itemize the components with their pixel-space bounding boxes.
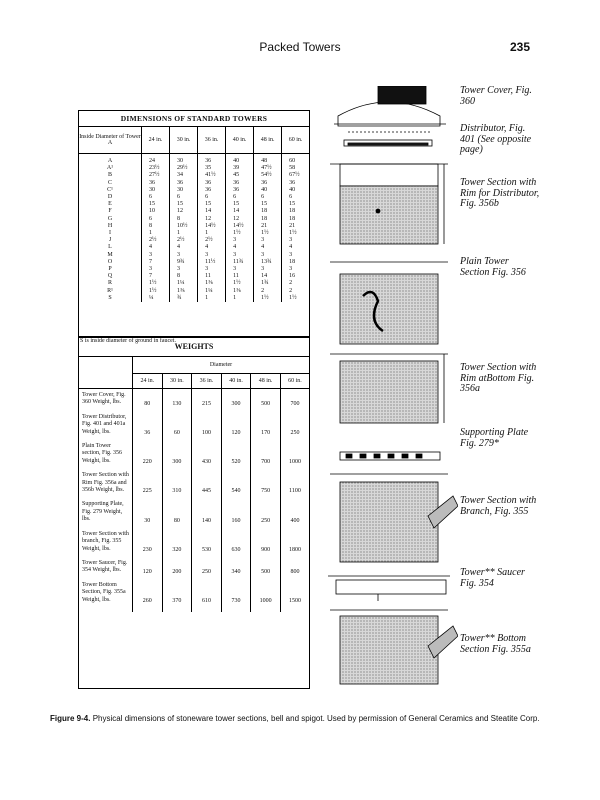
weight-cell: 750 <box>251 469 281 498</box>
tower-section-drawings <box>318 86 458 686</box>
dim-cell: 1¼ <box>198 288 226 295</box>
dim-cell: 14½ <box>226 223 254 230</box>
plain-tower-section-drawing <box>330 262 448 344</box>
dim-cell: 15 <box>198 201 226 208</box>
weight-cell: 340 <box>221 557 251 579</box>
dim-cell: 30 <box>170 187 198 194</box>
dim-cell: 14 <box>254 273 282 280</box>
dim-cell: 21 <box>289 222 296 229</box>
tower-section-rim-bottom-drawing <box>330 354 448 423</box>
dim-cell: 13¾ <box>254 259 282 266</box>
weight-cell: 630 <box>221 528 251 557</box>
dim-cell: 36 <box>198 187 226 194</box>
dim-cell: 15 <box>142 201 170 208</box>
dim-cell: 4 <box>226 244 254 251</box>
dim-cell: 40 <box>226 154 254 166</box>
dim-cell: 3 <box>226 266 254 273</box>
weight-row <box>79 440 309 469</box>
weights-corner-cell <box>79 357 133 389</box>
dim-cell: 18 <box>254 208 282 215</box>
tower-section-rim-drawing <box>330 164 448 244</box>
weight-row <box>79 389 309 411</box>
dim-cell: 18 <box>289 208 296 215</box>
dim-cell: 14 <box>198 208 226 215</box>
dim-cell: 8 <box>142 223 170 230</box>
dim-cell: 1 <box>142 230 170 237</box>
dim-row-label: C¹ <box>79 187 142 194</box>
dim-cell: 18 <box>254 216 282 223</box>
dim-cell: ¾ <box>170 295 198 302</box>
dim-cell: 15 <box>254 201 282 208</box>
dim-cell: 4 <box>254 244 282 251</box>
diameter-group-header: Diameter <box>133 357 310 374</box>
weight-cell: 250 <box>192 557 222 579</box>
weight-row-label: Tower Distributor, Fig. 401 and 401a Weight, lbs. <box>79 411 133 440</box>
dimensions-table-title: DIMENSIONS OF STANDARD TOWERS <box>79 111 309 127</box>
dim-cell: 40 <box>254 187 282 194</box>
dim-cell: 3 <box>289 251 293 258</box>
weight-cell: 80 <box>133 389 163 411</box>
dim-cell: 6 <box>142 216 170 223</box>
weight-cell: 700 <box>290 400 300 407</box>
dim-cell: 1½ <box>142 280 170 287</box>
dim-cell: 15 <box>289 201 296 208</box>
dim-col-header: 60 in. <box>282 127 309 154</box>
tower-cover-drawing <box>334 86 446 132</box>
dim-cell: 2½ <box>142 237 170 244</box>
dim-cell: 1 <box>198 230 226 237</box>
dim-cell: 2 <box>289 287 293 294</box>
caption-tower-bottom-section: Tower** Bottom Section Fig. 355a <box>460 633 531 655</box>
dim-cell: 4 <box>170 244 198 251</box>
dim-row-label: L <box>79 244 142 251</box>
dim-row-label: O <box>79 259 142 266</box>
dim-col-header: 48 in. <box>254 127 282 154</box>
running-header: Packed Towers <box>259 40 341 54</box>
wt-size-header: 40 in. <box>221 374 251 389</box>
figure-caption <box>50 714 570 723</box>
dim-row <box>79 259 309 266</box>
dim-cell: 6 <box>226 194 254 201</box>
dim-cell: 27½ <box>142 172 170 179</box>
weight-row-label: Tower Saucer, Fig. 354 Weight, lbs. <box>79 557 133 579</box>
dim-row-label: A <box>79 154 142 166</box>
dim-cell: 6 <box>198 194 226 201</box>
dim-row <box>79 288 309 295</box>
dim-cell: 11 <box>198 273 226 280</box>
weight-row-label: Tower Bottom Section, Fig. 355a Weight, lbs. <box>79 579 133 612</box>
dim-cell: 3 <box>170 266 198 273</box>
dimensions-footnote: S is inside diameter of ground in faucet. <box>80 338 176 344</box>
dim-row <box>79 216 309 223</box>
weight-cell: 60 <box>162 411 192 440</box>
wt-size-header: 36 in. <box>192 374 222 389</box>
dim-cell: 1⅜ <box>226 288 254 295</box>
page-number: 235 <box>509 40 530 54</box>
dim-cell: 4 <box>198 244 226 251</box>
tower-saucer-drawing <box>328 576 450 601</box>
dim-row-label: H <box>79 223 142 230</box>
dim-cell: 16 <box>289 273 296 280</box>
weights-table <box>78 337 310 689</box>
dim-cell: 9¾ <box>170 259 198 266</box>
dim-row <box>79 223 309 230</box>
weight-cell: 430 <box>192 440 222 469</box>
dim-cell: 11 <box>226 273 254 280</box>
dim-col-header: 24 in. <box>142 127 170 154</box>
weight-cell: 130 <box>162 389 192 411</box>
dim-cell: 1½ <box>289 294 297 301</box>
dim-row-label: D <box>79 194 142 201</box>
dim-row <box>79 266 309 273</box>
weight-row-label: Tower Section with Rim Fig. 356a and 356b Weight, lbs. <box>79 469 133 498</box>
dim-cell: 3 <box>226 237 254 244</box>
dimensions-grid <box>79 127 309 302</box>
weight-row-label: Tower Cover, Fig. 360 Weight, lbs. <box>79 389 133 411</box>
weight-cell: 140 <box>192 498 222 527</box>
weight-row <box>79 469 309 498</box>
dim-cell: 1 <box>170 230 198 237</box>
dim-row-label: F <box>79 208 142 215</box>
figure-caption-text: Physical dimensions of stoneware tower sections, bell and spigot. Used by permission of General Ceramics and Steatite Corp. <box>92 714 540 723</box>
caption-tower-section-rim-bottom: Tower Section with Rim atBottom Fig. 356a <box>460 362 537 394</box>
dim-cell: 18 <box>289 258 296 265</box>
caption-tower-saucer: Tower** Saucer Fig. 354 <box>460 567 525 589</box>
dim-cell: 40 <box>289 186 296 193</box>
dim-cell: 1½ <box>142 288 170 295</box>
dim-cell: 2 <box>289 280 293 287</box>
dimensions-table <box>78 110 310 337</box>
weight-row <box>79 579 309 612</box>
dim-cell: 3 <box>142 266 170 273</box>
weight-cell: 120 <box>133 557 163 579</box>
weights-grid <box>79 357 309 612</box>
weight-cell: 1000 <box>288 459 301 466</box>
dim-cell: 12 <box>170 208 198 215</box>
dim-cell: 48 <box>254 154 282 166</box>
dim-cell: 39 <box>226 165 254 172</box>
dim-cell: 36 <box>198 154 226 166</box>
dim-cell: 6 <box>254 194 282 201</box>
weight-cell: 215 <box>192 389 222 411</box>
weight-cell: 300 <box>162 440 192 469</box>
weight-cell: 500 <box>251 557 281 579</box>
dim-row-label: B <box>79 172 142 179</box>
dim-cell: 1¾ <box>254 280 282 287</box>
dim-cell: 36 <box>226 187 254 194</box>
dim-row <box>79 187 309 194</box>
dim-row-label: P <box>79 266 142 273</box>
dim-row <box>79 273 309 280</box>
dim-row <box>79 154 309 166</box>
dim-cell: 1⅜ <box>198 280 226 287</box>
wt-size-header: 30 in. <box>162 374 192 389</box>
dim-cell: 3 <box>289 266 293 273</box>
dim-row <box>79 180 309 187</box>
dim-cell: 3 <box>198 266 226 273</box>
caption-tower-cover: Tower Cover, Fig. 360 <box>460 85 532 107</box>
dim-row <box>79 252 309 259</box>
weight-cell: 730 <box>221 579 251 612</box>
dim-cell: 7 <box>142 259 170 266</box>
dim-cell: 3 <box>254 237 282 244</box>
dim-row-label: M <box>79 252 142 259</box>
dim-cell: 60 <box>289 158 296 164</box>
dim-cell: 1½ <box>254 295 282 302</box>
dim-cell: 2 <box>254 288 282 295</box>
caption-tower-section-branch: Tower Section with Branch, Fig. 355 <box>460 495 537 517</box>
weight-cell: 1500 <box>288 597 301 604</box>
weight-cell: 36 <box>133 411 163 440</box>
dim-cell: 18 <box>289 215 296 222</box>
dim-cell: ¼ <box>142 295 170 302</box>
dim-row <box>79 280 309 287</box>
weight-cell: 700 <box>251 440 281 469</box>
dim-col-header: Inside Diameter of Tower A <box>79 127 142 154</box>
dim-row <box>79 165 309 172</box>
dim-cell: 21 <box>254 223 282 230</box>
dim-cell: 23½ <box>142 165 170 172</box>
weight-cell: 310 <box>162 469 192 498</box>
caption-supporting-plate: Supporting Plate Fig. 279* <box>460 427 529 449</box>
dim-cell: 2½ <box>170 237 198 244</box>
dim-cell: 3 <box>226 252 254 259</box>
wt-size-header: 48 in. <box>251 374 281 389</box>
dim-cell: 6 <box>170 194 198 201</box>
weight-cell: 610 <box>192 579 222 612</box>
distributor-drawing <box>344 140 432 146</box>
dim-cell: 36 <box>142 180 170 187</box>
dim-cell: 15 <box>226 201 254 208</box>
dim-cell: 11¾ <box>226 259 254 266</box>
weight-cell: 80 <box>162 498 192 527</box>
dim-cell: 1½ <box>289 230 297 237</box>
dim-cell: 3 <box>289 237 293 244</box>
weight-cell: 300 <box>221 389 251 411</box>
dim-cell: 36 <box>226 180 254 187</box>
weight-cell: 320 <box>162 528 192 557</box>
weight-row-label: Plain Tower section, Fig. 356 Weight, lbs. <box>79 440 133 469</box>
dim-cell: 1½ <box>226 280 254 287</box>
dim-cell: 4 <box>142 244 170 251</box>
weight-cell: 200 <box>162 557 192 579</box>
dim-cell: 12 <box>226 216 254 223</box>
tower-section-branch-drawing <box>330 474 458 562</box>
dim-cell: 14½ <box>198 223 226 230</box>
dim-row <box>79 172 309 179</box>
weight-row <box>79 528 309 557</box>
dim-row <box>79 237 309 244</box>
dim-cell: 1½ <box>254 230 282 237</box>
figure-label: Figure 9-4. <box>50 714 91 723</box>
dim-cell: 7 <box>142 273 170 280</box>
dim-cell: 6 <box>289 194 293 201</box>
weight-cell: 30 <box>133 498 163 527</box>
tower-bottom-section-drawing <box>330 610 458 684</box>
dim-cell: 30 <box>170 154 198 166</box>
caption-distributor: Distributor, Fig. 401 (See opposite page) <box>460 123 532 155</box>
weight-cell: 1100 <box>289 488 301 495</box>
dim-cell: 10½ <box>170 223 198 230</box>
dim-col-header: 36 in. <box>198 127 226 154</box>
dim-row-label: G <box>79 216 142 223</box>
dim-col-header: 30 in. <box>170 127 198 154</box>
wt-size-header: 60 in. <box>280 374 309 389</box>
weight-cell: 400 <box>290 517 300 524</box>
weight-cell: 1000 <box>251 579 281 612</box>
dim-cell: 1 <box>198 295 226 302</box>
dim-row <box>79 295 309 302</box>
weight-cell: 225 <box>133 469 163 498</box>
dim-cell: 3 <box>142 252 170 259</box>
dim-cell: 41½ <box>198 172 226 179</box>
weight-cell: 170 <box>251 411 281 440</box>
weight-row <box>79 411 309 440</box>
weights-table-title: WEIGHTS <box>79 338 309 357</box>
dim-cell: 10 <box>142 208 170 215</box>
dim-row-label: R <box>79 280 142 287</box>
wt-size-header: 24 in. <box>133 374 163 389</box>
weight-cell: 520 <box>221 440 251 469</box>
dim-cell: 12 <box>198 216 226 223</box>
dim-row <box>79 194 309 201</box>
caption-tower-section-rim: Tower Section with Rim for Distributor, Fig. 356b <box>460 177 540 209</box>
weight-row <box>79 557 309 579</box>
dim-cell: 1 <box>226 295 254 302</box>
weight-row <box>79 498 309 527</box>
weight-cell: 530 <box>192 528 222 557</box>
dim-cell: 4 <box>289 244 293 251</box>
dim-row-label: C <box>79 180 142 187</box>
dim-cell: 45 <box>226 172 254 179</box>
weight-cell: 160 <box>221 498 251 527</box>
weight-row-label: Supporting Plate, Fig. 279 Weight, lbs. <box>79 498 133 527</box>
weight-cell: 500 <box>251 389 281 411</box>
dim-cell: 3 <box>254 266 282 273</box>
dim-row-label: Q <box>79 273 142 280</box>
dim-row <box>79 230 309 237</box>
weight-cell: 250 <box>290 430 300 437</box>
dim-cell: 11½ <box>198 259 226 266</box>
dim-cell: 54½ <box>254 172 282 179</box>
dim-row-label: R¹ <box>79 288 142 295</box>
weight-cell: 445 <box>192 469 222 498</box>
dim-cell: 47½ <box>254 165 282 172</box>
dim-row-label: I <box>79 230 142 237</box>
dim-cell: 8 <box>170 273 198 280</box>
dim-cell: 6 <box>142 194 170 201</box>
supporting-plate-drawing <box>340 452 440 460</box>
weight-cell: 540 <box>221 469 251 498</box>
weight-cell: 1800 <box>288 546 301 553</box>
weight-cell: 230 <box>133 528 163 557</box>
dim-cell: 15 <box>170 201 198 208</box>
dim-cell: 1⅜ <box>170 288 198 295</box>
dim-cell: 3 <box>198 252 226 259</box>
dim-row-label: S <box>79 295 142 302</box>
weight-cell: 370 <box>162 579 192 612</box>
dim-cell: 24 <box>142 154 170 166</box>
weight-cell: 100 <box>192 411 222 440</box>
dim-cell: 29½ <box>170 165 198 172</box>
dim-row <box>79 244 309 251</box>
dim-cell: 35 <box>198 165 226 172</box>
caption-plain-tower-section: Plain Tower Section Fig. 356 <box>460 256 526 278</box>
dim-row <box>79 201 309 208</box>
dim-cell: 36 <box>254 180 282 187</box>
dim-cell: 67½ <box>289 172 300 179</box>
dim-row-label: J <box>79 237 142 244</box>
dim-cell: 14 <box>226 208 254 215</box>
dim-row <box>79 208 309 215</box>
weight-cell: 260 <box>133 579 163 612</box>
dim-cell: 34 <box>170 172 198 179</box>
weight-cell: 250 <box>251 498 281 527</box>
dim-cell: 36 <box>198 180 226 187</box>
dim-row-label: E <box>79 201 142 208</box>
weight-cell: 220 <box>133 440 163 469</box>
weight-cell: 120 <box>221 411 251 440</box>
dim-cell: 3 <box>254 252 282 259</box>
dim-col-header: 40 in. <box>226 127 254 154</box>
dim-cell: 3 <box>170 252 198 259</box>
dim-cell: 36 <box>170 180 198 187</box>
weight-cell: 800 <box>290 568 300 575</box>
dim-cell: 30 <box>142 187 170 194</box>
dim-cell: 36 <box>289 179 296 186</box>
weight-row-label: Tower Section with branch, Fig. 355 Weight, lbs. <box>79 528 133 557</box>
dim-row-label: A¹ <box>79 165 142 172</box>
dim-cell: 2½ <box>198 237 226 244</box>
weight-cell: 900 <box>251 528 281 557</box>
dim-cell: 1¼ <box>170 280 198 287</box>
dim-cell: 1½ <box>226 230 254 237</box>
dim-cell: 58 <box>289 165 296 172</box>
dim-cell: 8 <box>170 216 198 223</box>
